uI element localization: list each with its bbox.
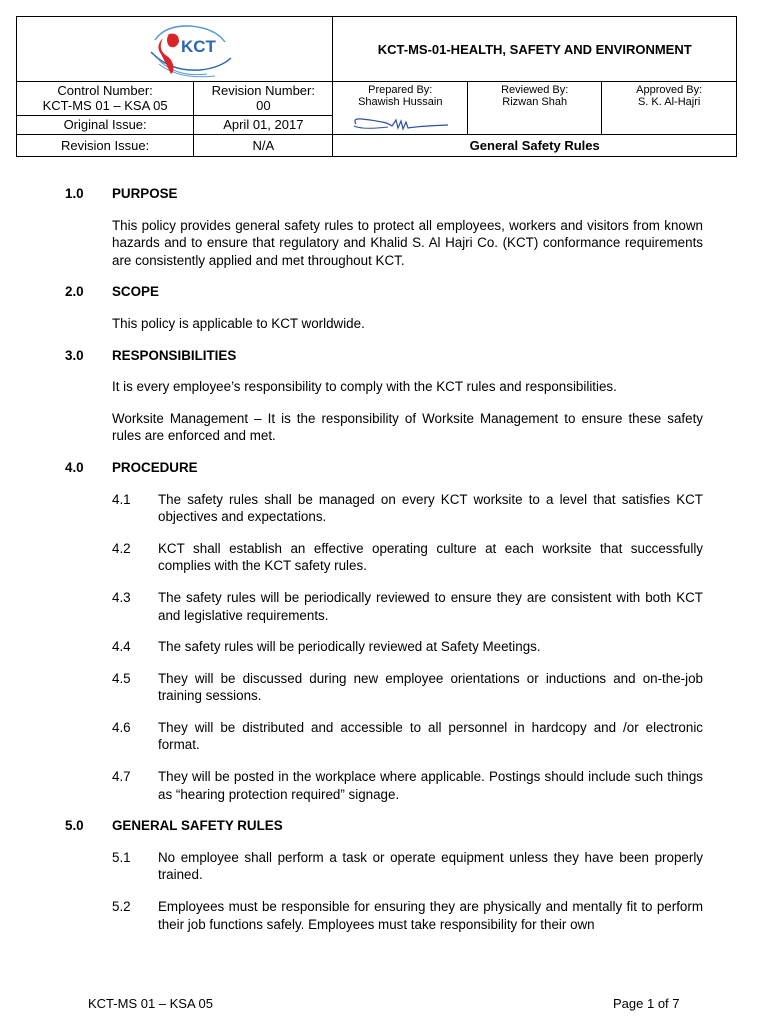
document-title: KCT-MS-01-HEALTH, SAFETY AND ENVIRONMENT: [333, 17, 737, 82]
list-item: [112, 540, 703, 575]
revision-issue-value: N/A: [194, 135, 333, 157]
section-heading-responsibilities: [65, 347, 703, 365]
item-text: The safety rules will be periodically reviewed to ensure they are consistent with both KCT and legislative requirements.: [158, 589, 703, 623]
section-title: GENERAL SAFETY RULES: [112, 818, 283, 834]
section-number: 2.0: [65, 284, 84, 300]
document-body: [65, 185, 703, 947]
section-title: RESPONSIBILITIES: [112, 347, 237, 363]
item-text: The safety rules will be periodically reviewed at Safety Meetings.: [158, 639, 541, 655]
scope-paragraph: This policy is applicable to KCT worldwide.: [112, 315, 365, 331]
section-title: PURPOSE: [112, 186, 178, 201]
kct-logo: [145, 20, 235, 80]
item-text: No employee shall perform a task or operate equipment unless they have been properly trained.: [158, 849, 703, 883]
revision-issue-label: Revision Issue:: [17, 135, 194, 157]
item-text: KCT shall establish an effective operating culture at each worksite that successfully complies with the KCT safety rules.: [158, 540, 703, 574]
item-number: 4.7: [112, 769, 131, 785]
item-text: Employees must be responsible for ensuring they are physically and mentally fit to perform their job functions safely. Employees must take responsibility for their own: [158, 899, 703, 932]
logo-cell: [17, 17, 333, 82]
section-number: 1.0: [65, 186, 84, 201]
item-number: 4.3: [112, 589, 131, 605]
list-item: [112, 719, 703, 754]
item-text: They will be posted in the workplace where applicable. Postings should include such things as “hearing protection required” signage.: [158, 769, 703, 802]
signatures-cell: [333, 82, 737, 135]
reviewed-by-label: Reviewed By:: [501, 84, 569, 96]
revision-number-cell: [194, 82, 333, 116]
list-item: [112, 638, 703, 656]
document-header-table: [16, 16, 737, 157]
footer-doc-number: KCT-MS 01 – KSA 05: [88, 996, 214, 1011]
reviewed-by: [468, 82, 602, 134]
approved-by: [602, 82, 736, 134]
section-heading-purpose: [65, 185, 703, 203]
control-number-cell: [17, 82, 194, 116]
prepared-by-label: Prepared By:: [368, 84, 433, 96]
approved-by-value: S. K. Al-Hajri: [637, 96, 701, 108]
approved-by-label: Approved By:: [636, 84, 703, 96]
purpose-paragraph: This policy provides general safety rules to protect all employees, workers and visitors from known hazards and to ensure that regulatory and Khalid S. Al Hajri Co. (KCT) conformance requirements are consistently applied and met throughout KCT.: [112, 217, 703, 268]
item-text: They will be discussed during new employee orientations or inductions and on-the-job training sessions.: [158, 670, 703, 704]
reviewed-by-value: Rizwan Shah: [502, 96, 568, 108]
document-subject: General Safety Rules: [333, 135, 737, 157]
list-item: [112, 491, 703, 526]
item-number: 5.2: [112, 899, 131, 915]
section-heading-general-safety-rules: [65, 817, 703, 835]
section-heading-scope: [65, 283, 703, 301]
section-title: PROCEDURE: [112, 459, 198, 475]
prepared-by-value: Shawish Hussain: [358, 96, 443, 108]
section-title: SCOPE: [112, 284, 159, 300]
control-number-value: KCT-MS 01 – KSA 05: [42, 98, 168, 114]
list-item: [112, 589, 703, 624]
section-heading-procedure: [65, 459, 703, 477]
list-item: [112, 849, 703, 884]
list-item: [112, 768, 703, 803]
responsibilities-paragraph: It is every employee’s responsibility to comply with the KCT rules and responsibilities.: [112, 379, 617, 395]
item-text: The safety rules shall be managed on every KCT worksite to a level that satisfies KCT objectives and expectations.: [158, 491, 703, 525]
item-number: 4.6: [112, 719, 131, 735]
item-number: 5.1: [112, 849, 131, 865]
section-number: 3.0: [65, 347, 84, 363]
item-number: 4.5: [112, 670, 131, 686]
original-issue-value: April 01, 2017: [194, 115, 333, 134]
revision-number-label: Revision Number:: [211, 83, 315, 99]
control-number-label: Control Number:: [57, 83, 153, 99]
list-item: [112, 898, 703, 933]
list-item: [112, 670, 703, 705]
original-issue-label: Original Issue:: [17, 115, 194, 134]
section-number: 4.0: [65, 459, 84, 475]
item-number: 4.1: [112, 491, 131, 507]
svg-text:KCT: KCT: [181, 37, 216, 56]
signature-image: [348, 114, 452, 134]
revision-number-value: 00: [256, 98, 271, 114]
item-number: 4.4: [112, 639, 131, 655]
item-number: 4.2: [112, 540, 131, 556]
responsibilities-paragraph: Worksite Management – It is the responsibility of Worksite Management to ensure these safety rules are enforced and met.: [112, 410, 703, 444]
prepared-by: [333, 82, 467, 134]
footer-page-number: Page 1 of 7: [613, 996, 680, 1011]
item-text: They will be distributed and accessible to all personnel in hardcopy and /or electronic format.: [158, 719, 703, 753]
section-number: 5.0: [65, 818, 84, 834]
